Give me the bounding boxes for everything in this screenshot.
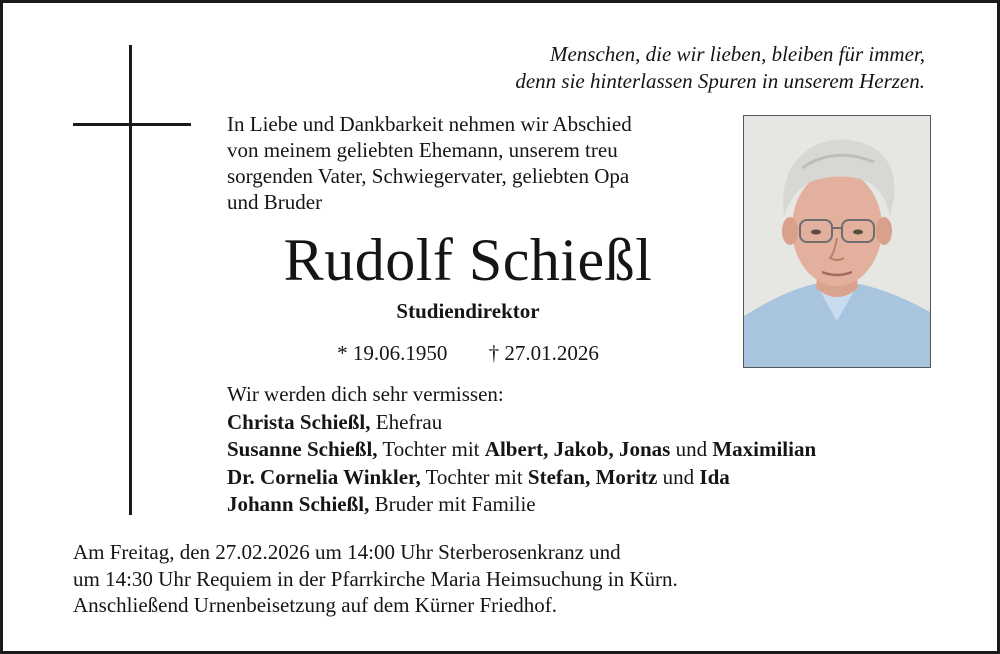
- farewell-line: sorgenden Vater, Schwiegervater, geliebten Opa: [227, 164, 630, 188]
- conjunction: und: [670, 437, 713, 461]
- deceased-title: Studiendirektor: [396, 299, 540, 323]
- cross-icon: [129, 45, 132, 515]
- service-details: [73, 539, 953, 619]
- farewell-text: [227, 111, 727, 215]
- service-line: Am Freitag, den 27.02.2026 um 14:00 Uhr Sterberosenkranz und: [73, 540, 621, 564]
- life-dates: [203, 339, 733, 367]
- grandchildren-names: Stefan, Moritz: [527, 464, 658, 489]
- mourner-relation: Bruder mit Familie: [369, 492, 536, 516]
- grandchildren-names: Albert, Jakob, Jonas: [484, 437, 671, 461]
- quote-line: denn sie hinterlassen Spuren in unserem Herzen.: [515, 69, 925, 93]
- mourner-name: Dr. Cornelia Winkler,: [227, 464, 421, 489]
- mourner-row: [227, 491, 957, 519]
- deceased-name: Rudolf Schießl: [283, 227, 653, 293]
- cross-icon-beam: [73, 123, 191, 126]
- mourner-row: [227, 436, 957, 464]
- mourner-relation: Ehefrau: [370, 409, 443, 434]
- service-line: Anschließend Urnenbeisetzung auf dem Kürner Friedhof.: [73, 593, 558, 617]
- quote-line: Menschen, die wir lieben, bleiben für immer,: [549, 42, 925, 66]
- mourner-name: Susanne Schießl,: [227, 437, 378, 461]
- mourners-heading: Wir werden dich sehr vermissen:: [227, 382, 504, 406]
- farewell-line: von meinem geliebten Ehemann, unserem treu: [227, 138, 618, 162]
- grandchild-name: Ida: [699, 464, 730, 489]
- mourner-relation: Tochter mit: [420, 464, 528, 489]
- memorial-quote: [365, 41, 925, 95]
- grandchild-name: Maximilian: [712, 437, 817, 461]
- mourners-list: [227, 381, 957, 519]
- mourner-relation: Tochter mit: [377, 437, 485, 461]
- mourner-name: Johann Schießl,: [227, 492, 370, 516]
- farewell-line: In Liebe und Dankbarkeit nehmen wir Abschied: [227, 112, 632, 136]
- mourner-row: [227, 409, 957, 437]
- service-line: um 14:30 Uhr Requiem in der Pfarrkirche Maria Heimsuchung in Kürn.: [73, 566, 678, 591]
- mourner-row: [227, 464, 957, 492]
- death-date: † 27.01.2026: [488, 341, 599, 365]
- birth-date: * 19.06.1950: [337, 341, 448, 365]
- portrait-image: [744, 116, 930, 367]
- mourner-name: Christa Schießl,: [227, 409, 371, 434]
- farewell-line: und Bruder: [227, 190, 323, 214]
- conjunction: und: [657, 464, 700, 489]
- portrait-photo: [743, 115, 931, 368]
